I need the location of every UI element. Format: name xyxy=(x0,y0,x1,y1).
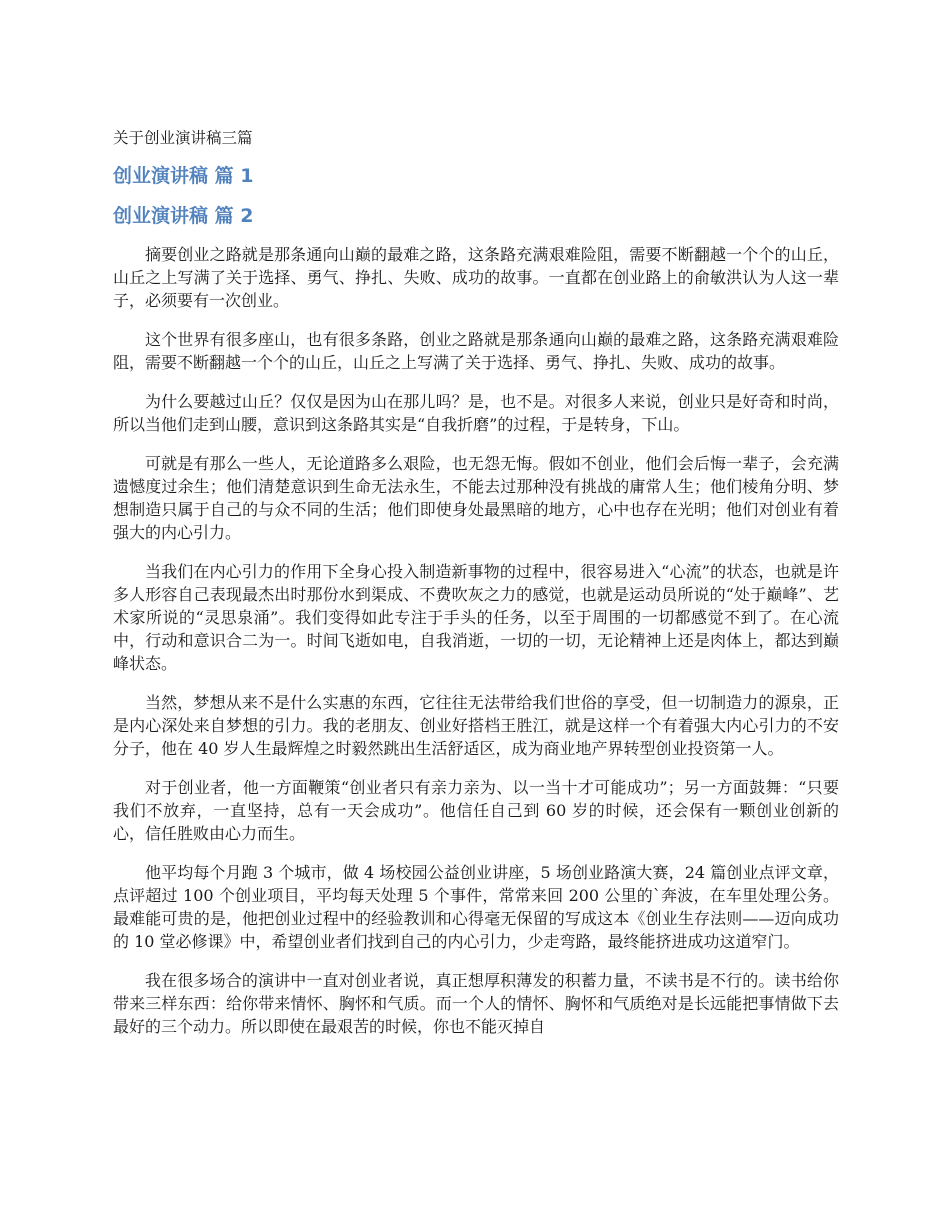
paragraph-flow-state: 当我们在内心引力的作用下全身心投入制造新事物的过程中，很容易进入“心流”的状态，也就是许多人形容自己表现最杰出时那份水到渠成、不费吹灰之力的感觉，也就是运动员所说的“处于巅峰”、艺术家所说的“灵思泉涌”。我们变得如此专注于手头的任务，以至于周围的一切都感觉不到了。在心流中，行动和意识合二为一。时间飞逝如电，自我消逝，一切的一切，无论精神上还是肉体上，都达到巅峰状态。 xyxy=(113,562,839,673)
paragraph-no-regret: 可就是有那么一些人，无论道路多么艰险，也无怨无悔。假如不创业，他们会后悔一辈子，会充满遗憾度过余生；他们清楚意识到生命无法永生，不能去过那种没有挑战的庸常人生；他们棱角分明、梦想制造只属于自己的与众不同的生活；他们即使身处最黑暗的地方，心中也存在光明；他们对创业有着强大的内心引力。 xyxy=(113,454,839,542)
paragraph-mountains: 这个世界有很多座山，也有很多条路，创业之路就是那条通向山巅的最难之路，这条路充满艰难险阻，需要不断翻越一个个的山丘，山丘之上写满了关于选择、勇气、挣扎、失败、成功的故事。 xyxy=(113,330,839,372)
paragraph-for-founders: 对于创业者，他一方面鞭策“创业者只有亲力亲为、以一当十才可能成功”；另一方面鼓舞：“只要我们不放弃，一直坚持，总有一天会成功”。他信任自己到 60 岁的时候，还会保有一颗创业创新的心，信任胜败由心力而生。 xyxy=(113,778,839,843)
section-heading-2: 创业演讲稿 篇 2 xyxy=(113,205,254,227)
section-heading-1: 创业演讲稿 篇 1 xyxy=(113,165,254,187)
document-body xyxy=(113,126,839,1054)
paragraph-why-cross-hills: 为什么要越过山丘？仅仅是因为山在那儿吗？是，也不是。对很多人来说，创业只是好奇和时尚，所以当他们走到山腰，意识到这条路其实是“自我折磨”的过程，于是转身，下山。 xyxy=(113,392,839,434)
paragraph-abstract: 摘要创业之路就是那条通向山巅的最难之路，这条路充满艰难险阻，需要不断翻越一个个的山丘，山丘之上写满了关于选择、勇气、挣扎、失败、成功的故事。一直都在创业路上的俞敏洪认为人这一辈子，必须要有一次创业。 xyxy=(113,245,839,310)
paragraph-dream-power: 当然，梦想从来不是什么实惠的东西，它往往无法带给我们世俗的享受，但一切制造力的源泉，正是内心深处来自梦想的引力。我的老朋友、创业好搭档王胜江，就是这样一个有着强大内心引力的不安分子，他在 40 岁人生最辉煌之时毅然跳出生活舒适区，成为商业地产界转型创业投资第一人。 xyxy=(113,693,839,758)
paragraph-monthly-schedule: 他平均每个月跑 3 个城市，做 4 场校园公益创业讲座，5 场创业路演大赛，24 篇创业点评文章，点评超过 100 个创业项目，平均每天处理 5 个事件，常常来回 200 公里的`奔波，在车里处理公务。最难能可贵的是，他把创业过程中的经验教训和心得毫无保留的写成这本《创业生存法则——迈向成功的 10 堂必修课》中，希望创业者们找到自己的内心引力，少走弯路，最终能挤进成功这道窄门。 xyxy=(113,863,839,951)
document-title: 关于创业演讲稿三篇 xyxy=(113,129,253,147)
paragraph-reading: 我在很多场合的演讲中一直对创业者说，真正想厚积薄发的积蓄力量，不读书是不行的。读书给你带来三样东西：给你带来情怀、胸怀和气质。而一个人的情怀、胸怀和气质绝对是长远能把事情做下去最好的三个动力。所以即使在最艰苦的时候，你也不能灭掉自 xyxy=(113,971,839,1036)
